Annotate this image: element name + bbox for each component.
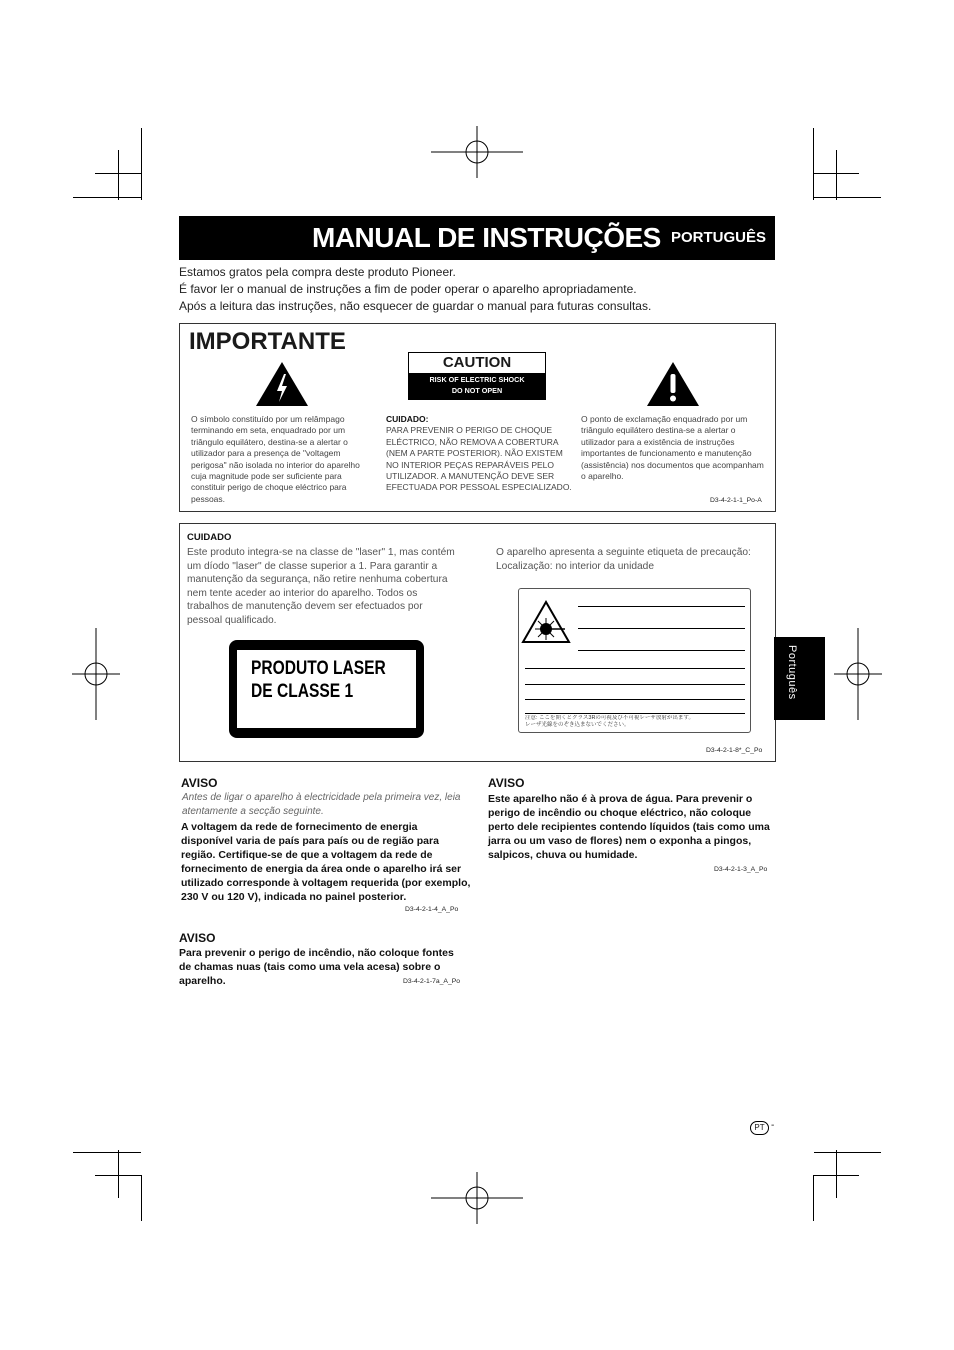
laser-label-line: DE CLASSE 1 (251, 681, 354, 702)
sticker-line (525, 699, 745, 700)
aviso-body: A voltagem da rede de fornecimento de energia disponível varia de país para país ou de região para região. Certifique-se de que a voltagem da rede de fornecimento de energia da área onde o aparelho irá ser utilizado corresponde à voltagem requerida (por exemplo, 230 V ou 120 V), indicada no painel posterior. (181, 821, 471, 903)
aviso-code: D3-4-2-1-7a_A_Po (403, 978, 461, 985)
title-bar (179, 216, 775, 260)
label-location-line: O aparelho apresenta a seguinte etiqueta de precaução: (496, 547, 751, 558)
sticker-line (525, 668, 745, 669)
label-location-line: Localização: no interior da unidade (496, 560, 655, 572)
registration-mark-left (72, 628, 120, 720)
caution-line: RISK OF ELECTRIC SHOCK (429, 375, 525, 384)
registration-mark-right (834, 628, 882, 720)
importante-code: D3-4-2-1-1_Po-A (710, 497, 762, 504)
intro-line: É favor ler o manual de instruções a fim de poder operar o aparelho apropriadamente. (179, 282, 637, 296)
laser-hazard-icon (521, 600, 571, 644)
sticker-jp-line: 注意: ここを開くとクラス3Rの可視及び不可視レーザ放射が出ます。 (525, 715, 694, 721)
side-tab-label: Português (786, 645, 798, 700)
aviso-heading: AVISO (179, 931, 216, 945)
laser-code: D3-4-2-1-8*_C_Po (706, 747, 763, 754)
aviso-heading: AVISO (181, 776, 218, 790)
exclamation-warning-icon (645, 360, 701, 408)
laser-class-label (229, 640, 424, 738)
cuidado-heading: CUIDADO: (386, 414, 429, 424)
sticker-line (578, 606, 745, 607)
laser-label-line: PRODUTO LASER (251, 658, 386, 679)
aviso-italic-note: Antes de ligar o aparelho à electricidade pela primeira vez, leia atentamente a secção seguinte. (182, 792, 461, 817)
laser-label-text (251, 657, 386, 703)
exclamation-description: O ponto de exclamação enquadrado por um triângulo equilátero destina-se a alertar o utilizador para a existência de instruções importantes de funcionamento e manutenção (assistência) nos documentos que acompanham o aparelho. (581, 414, 764, 482)
intro-line: Estamos gratos pela compra deste produto Pioneer. (179, 265, 456, 279)
registration-mark-top (431, 126, 523, 178)
cuidado-block (386, 414, 572, 494)
aviso-body: Para prevenir o perigo de incêndio, não coloque fontes de chamas nuas (tais como uma vela acesa) sobre o aparelho. (179, 947, 454, 987)
intro-text (179, 264, 651, 315)
laser-cuidado-heading: CUIDADO (187, 532, 232, 543)
caution-line: DO NOT OPEN (451, 385, 503, 395)
caution-sign (408, 352, 546, 400)
page-number-dash: - (771, 1120, 775, 1131)
sticker-line (578, 650, 745, 651)
caution-word: CAUTION (442, 354, 512, 371)
laser-description: Este produto integra-se na classe de "laser" 1, mas contém um díodo "laser" de classe superior a 1. Para garantir a manutenção da segurança, não retire nenhuma cobertura nem tente aceder ao interior do aparelho. Todos os trabalhos de manutenção devem ser efectuados por pessoal qualificado. (187, 547, 455, 626)
sticker-line (578, 628, 745, 629)
lightning-description: O símbolo constituído por um relâmpago terminando em seta, enquadrado por um triângulo equilátero, destina-se a alertar o utilizador para a presença de "voltagem perigosa" não isolada no interior do aparelho cuja magnitude pode ser suficiente para constituir perigo de choque eléctrico para pessoas. (191, 414, 360, 504)
aviso-heading: AVISO (488, 776, 525, 790)
language-label: PORTUGUÊS (670, 229, 766, 246)
registration-mark-bottom (431, 1172, 523, 1224)
sticker-japanese-text (525, 715, 749, 729)
cuidado-text: PARA PREVENIR O PERIGO DE CHOQUE ELÉCTRICO, NÃO REMOVA A COBERTURA (NEM A PARTE POSTERIOR). NÃO EXISTEM NO INTERIOR PEÇAS REPARÁVEIS PELO UTILIZADOR. A MANUTENÇÃO DEVE SER EFECTUADA POR PESSOAL ESPECIALIZADO. (386, 425, 572, 493)
sticker-jp-line: レーザ光線をのぞき込まないでください。 (525, 722, 630, 728)
language-side-tab (774, 637, 825, 720)
aviso-code: D3-4-2-1-4_A_Po (405, 906, 459, 913)
aviso-body: Este aparelho não é à prova de água. Para prevenir o perigo de incêndio ou choque eléctrico, não coloque perto dele recipientes contendo líquidos (tais como uma jarra ou um vaso de flores) nem o exponha a pingos, salpicos, chuva ou humidade. (488, 793, 770, 861)
aviso-code: D3-4-2-1-3_A_Po (714, 866, 768, 873)
lightning-warning-icon (254, 360, 310, 408)
intro-line: Após a leitura das instruções, não esquecer de guardar o manual para futuras consultas. (179, 299, 652, 313)
page-language-badge: PT (750, 1121, 769, 1135)
sticker-line (525, 713, 745, 714)
caution-subtext (409, 373, 545, 399)
page-title: MANUAL DE INSTRUÇÕES (312, 222, 661, 253)
importante-title: IMPORTANTE (189, 328, 346, 355)
label-location-text (496, 546, 781, 573)
sticker-line (525, 684, 745, 685)
